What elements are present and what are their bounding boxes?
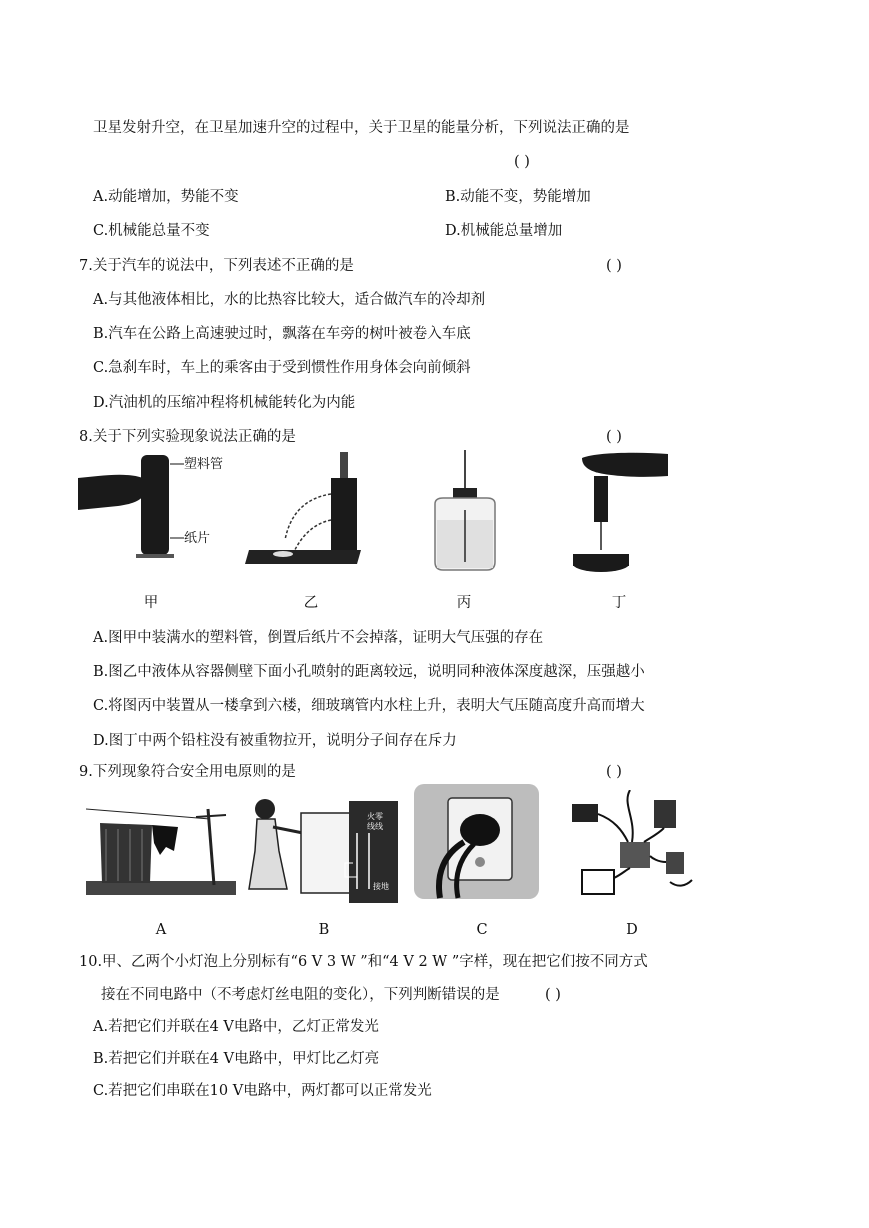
figure-bing-bottle <box>425 450 505 575</box>
hanging-blanket <box>100 823 152 883</box>
q10-option-c: C.若把它们串联在10 V电路中，两灯都可以正常发光 <box>93 1083 432 1099</box>
q6-stem: 卫星发射升空，在卫星加速升空的过程中，关于卫星的能量分析，下列说法正确的是 <box>93 120 630 136</box>
q8-option-d: D.图丁中两个铅柱没有被重物拉开，说明分子间存在斥力 <box>93 733 457 749</box>
label-tube: 塑料管 <box>184 457 224 472</box>
q9-answer-paren: ( ) <box>606 764 622 780</box>
plug <box>460 814 500 846</box>
caption-b: B <box>318 922 330 938</box>
figure-ding-lead-cylinders <box>568 450 670 580</box>
caption-ding: 丁 <box>611 595 627 611</box>
q7-option-b: B.汽车在公路上高速驶过时，飘落在车旁的树叶被卷入车底 <box>93 326 471 342</box>
label-wire1: 火零 <box>367 812 383 821</box>
utility-pole <box>208 809 214 885</box>
figure-d-overloaded-outlet <box>570 790 700 898</box>
q8-option-c: C.将图丙中装置从一楼拿到六楼，细玻璃管内水柱上升，表明大气压随高度升高而增大 <box>93 698 645 714</box>
container-bottle <box>331 478 357 558</box>
q10-stem-line1: 10.甲、乙两个小灯泡上分别标有“6 V 3 W ”和“4 V 2 W ”字样，现在把它们按不同方式 <box>79 954 648 970</box>
caption-jia: 甲 <box>143 595 159 611</box>
label-paper: 纸片 <box>184 531 211 546</box>
woman-head <box>255 799 275 819</box>
paper-card <box>136 554 174 558</box>
q8-option-b: B.图乙中液体从容器侧壁下面小孔喷射的距离较远，说明同种液体深度越深，压强越小 <box>93 664 645 680</box>
q6-option-c: C.机械能总量不变 <box>93 223 210 239</box>
lead-cylinders <box>594 476 608 522</box>
label-ground: 接地 <box>373 882 389 891</box>
q6-option-b: B.动能不变，势能增加 <box>445 189 591 205</box>
q8-option-a: A.图甲中装满水的塑料管，倒置后纸片不会掉落，证明大气压强的存在 <box>93 630 544 646</box>
q7-option-a: A.与其他液体相比，水的比热容比较大，适合做汽车的冷却剂 <box>93 292 486 308</box>
q10-stem-line2: 接在不同电路中（不考虑灯丝电阻的变化），下列判断错误的是 <box>101 987 500 1003</box>
appliance-kettle <box>654 800 676 828</box>
figure-jia-tube <box>78 450 228 575</box>
power-line <box>86 809 210 819</box>
appliance-tv <box>582 870 614 894</box>
hand-shape <box>78 475 146 510</box>
hand-shape-2 <box>582 453 668 477</box>
q6-option-d: D.机械能总量增加 <box>445 223 563 239</box>
tray <box>245 550 361 564</box>
q8-answer-paren: ( ) <box>606 429 622 445</box>
q6-option-a: A.动能增加，势能不变 <box>93 189 239 205</box>
q7-option-d: D.汽油机的压缩冲程将机械能转化为内能 <box>93 395 356 411</box>
caption-c: C <box>476 922 488 938</box>
figure-a-clothes-on-wire <box>86 795 236 900</box>
hanging-shirt <box>152 825 178 855</box>
caption-yi: 乙 <box>303 595 319 611</box>
figure-b-appliance <box>245 793 398 903</box>
appliance-radio <box>572 804 598 822</box>
q9-stem: 9.下列现象符合安全用电原则的是 <box>79 764 296 780</box>
caption-d: D <box>626 922 638 938</box>
q8-stem: 8.关于下列实验现象说法正确的是 <box>79 429 296 445</box>
q10-option-b: B.若把它们并联在4 V电路中，甲灯比乙灯亮 <box>93 1051 380 1067</box>
caption-bing: 丙 <box>456 595 472 611</box>
figure-c-plug-socket <box>414 784 539 899</box>
q7-option-c: C.急刹车时，车上的乘客由于受到惯性作用身体会向前倾斜 <box>93 360 471 376</box>
q7-answer-paren: ( ) <box>606 258 622 274</box>
q7-stem: 7.关于汽车的说法中，下列表述不正确的是 <box>79 258 354 274</box>
label-wire2: 线线 <box>367 822 383 831</box>
caption-a: A <box>155 922 167 938</box>
q6-answer-paren: ( ) <box>514 154 530 170</box>
power-strip <box>620 842 650 868</box>
appliance-cabinet <box>301 813 353 893</box>
figure-yi-container <box>245 450 365 575</box>
plastic-tube <box>141 455 169 555</box>
q10-answer-paren: ( ) <box>545 987 561 1003</box>
q10-option-a: A.若把它们并联在4 V电路中，乙灯正常发光 <box>93 1019 379 1035</box>
